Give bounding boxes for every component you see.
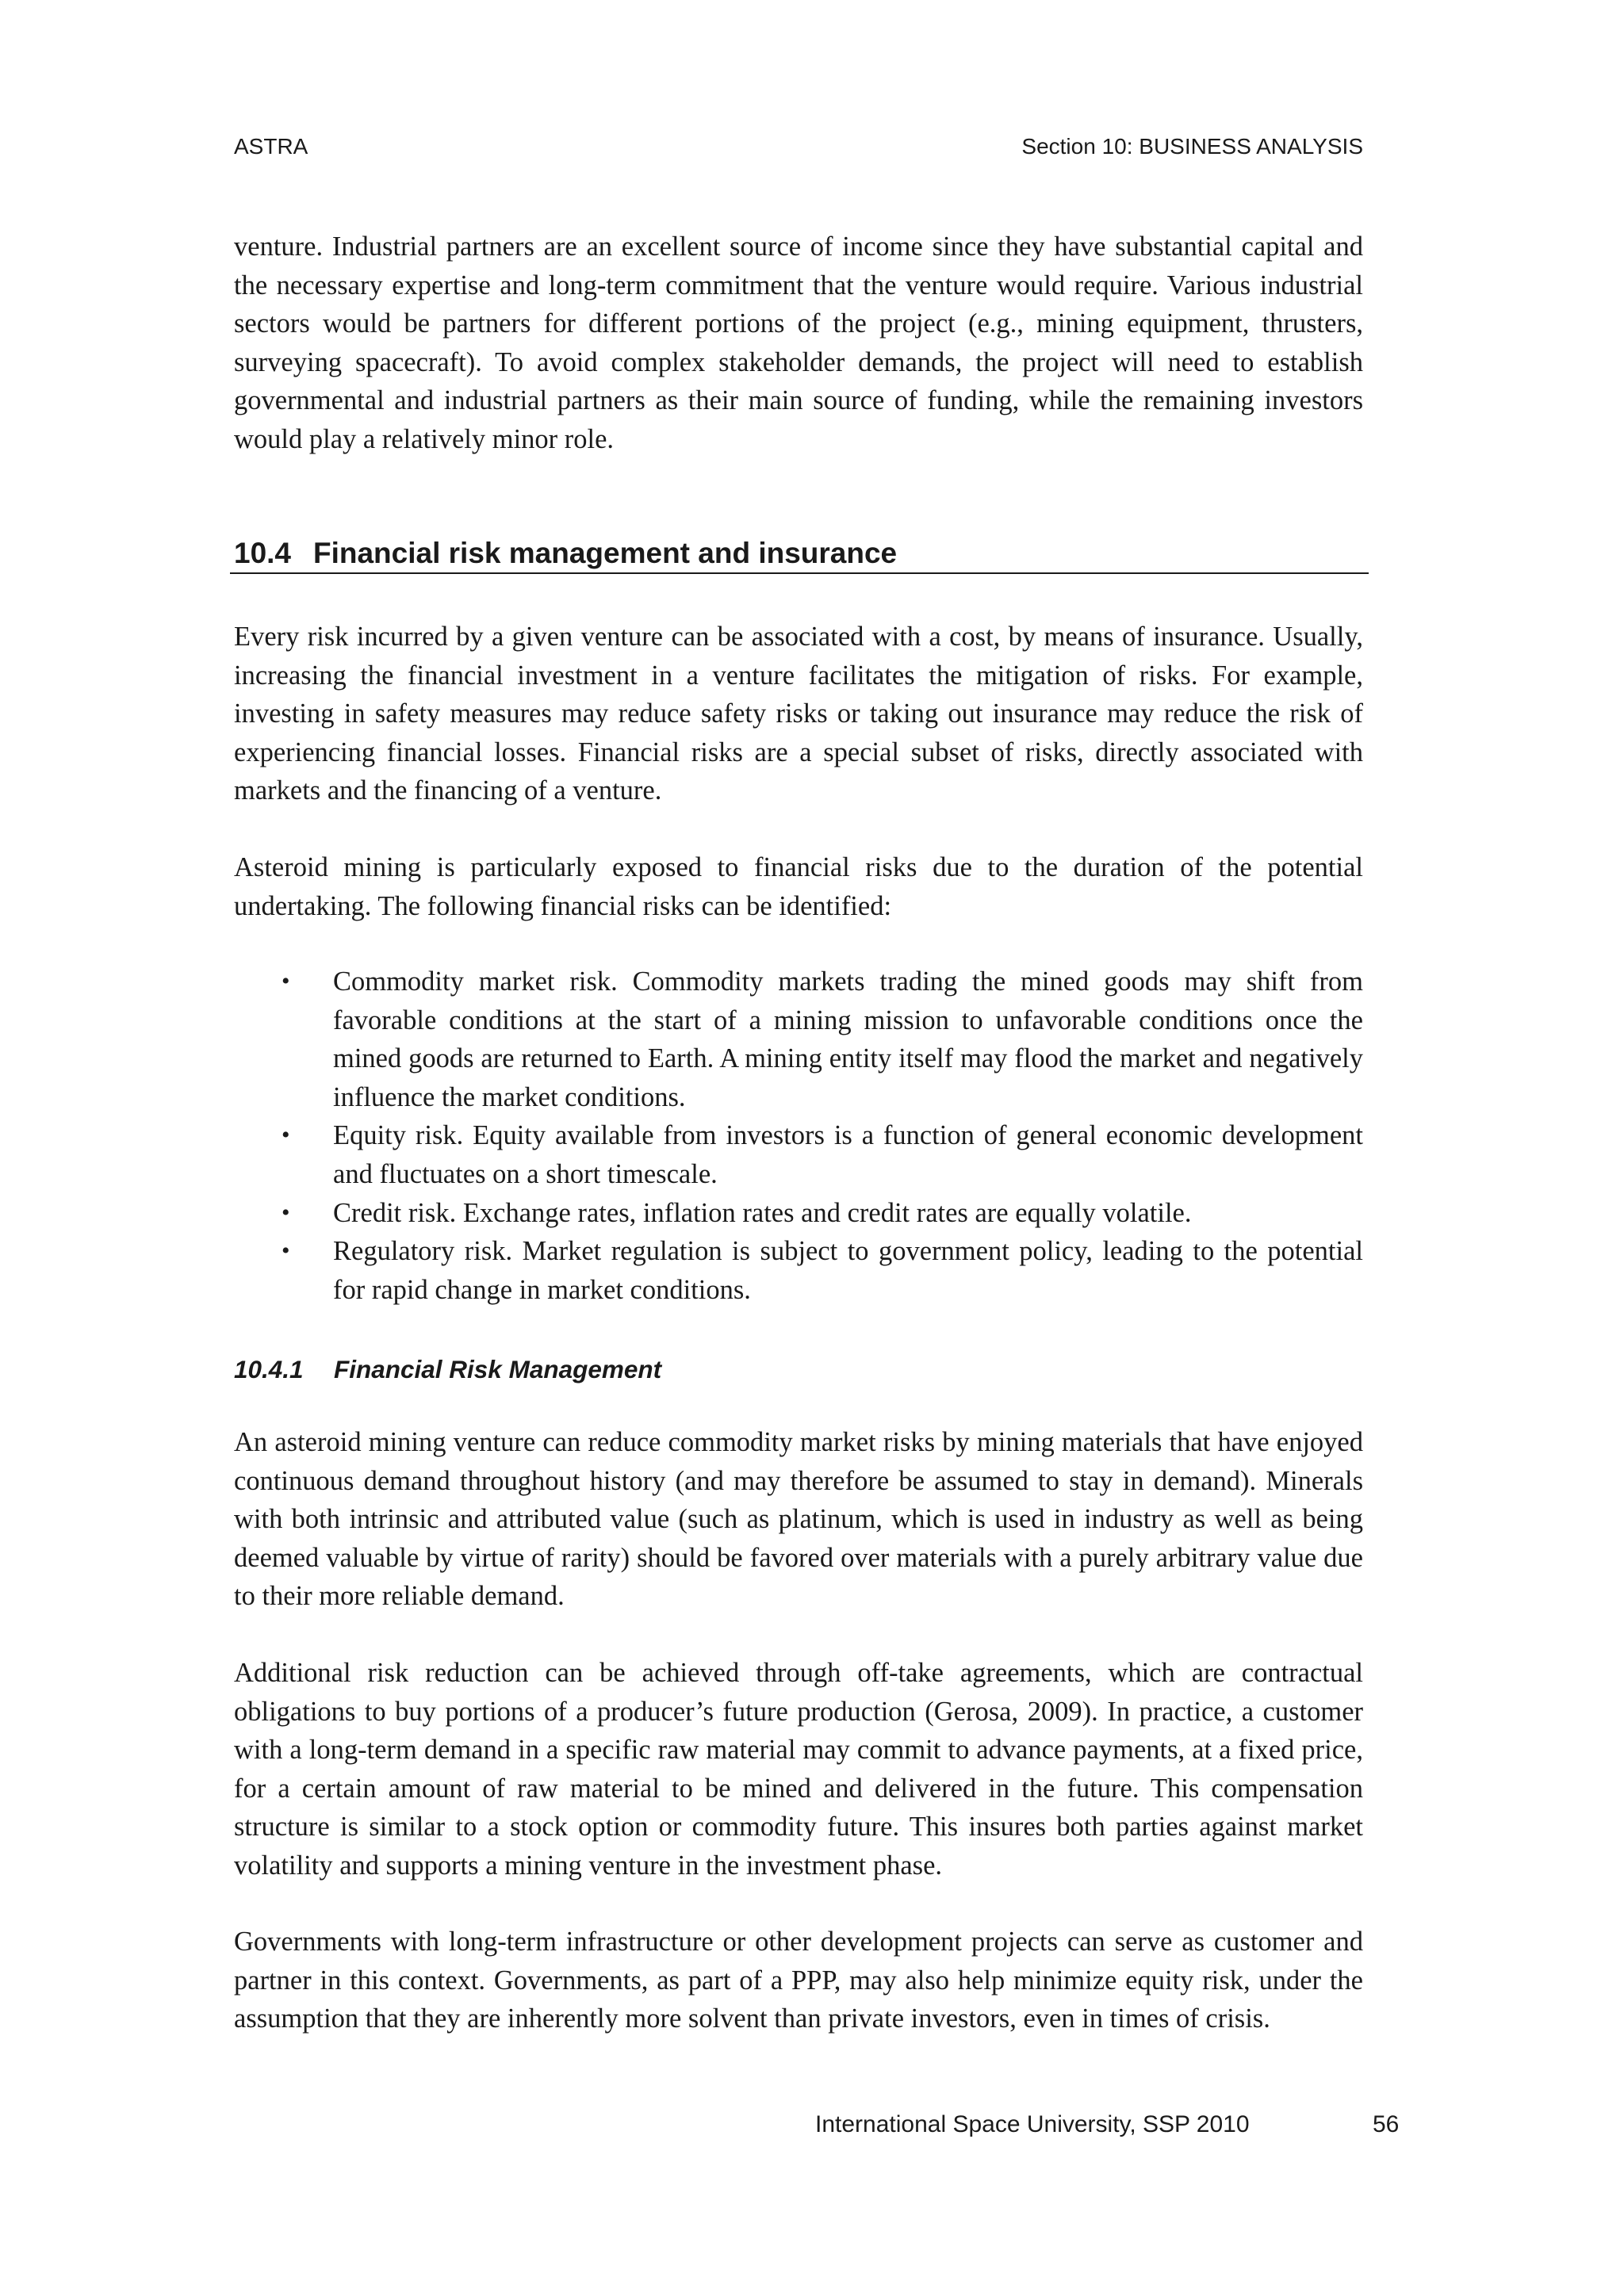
section-heading-rule	[230, 572, 1369, 574]
paragraph-risk-cost: Every risk incurred by a given venture can be associated with a cost, by means of insurance. Usually, increasing the financial investment in a venture facilitates the mitigation of risks. For example, investing in safety measures may reduce safety risks or taking out insurance may reduce the risk of experiencing financial losses. Financial risks are a special subset of risks, directly associated with markets and the financing of a venture.	[234, 622, 1363, 806]
header-document-title: ASTRA	[234, 134, 308, 159]
subsection-title: Financial Risk Management	[334, 1355, 662, 1383]
bullet-marker: •	[282, 968, 290, 994]
list-item	[234, 1116, 1363, 1193]
section-heading	[234, 534, 1368, 575]
bullet-marker: •	[282, 1238, 290, 1265]
paragraph-asteroid-exposure: Asteroid mining is particularly exposed to financial risks due to the duration of the potential undertaking. The following financial risks can be identified:	[234, 852, 1363, 921]
paragraph-continuation: venture. Industrial partners are an excellent source of income since they have substantial capital and the necessary expertise and long-term commitment that the venture would require. Various industrial sectors would be partners for different portions of the project (e.g., mining equipment, thrusters, surveying spacecraft). To avoid complex stakeholder demands, the project will need to establish governmental and industrial partners as their main source of funding, while the remaining investors would play a relatively minor role.	[234, 232, 1363, 454]
list-item	[234, 1194, 1363, 1233]
bullet-marker: •	[282, 1199, 290, 1226]
subsection-heading	[234, 1353, 661, 1385]
paragraph-offtake-agreements: Additional risk reduction can be achieved through off-take agreements, which are contractual obligations to buy portions of a producer’s future production (Gerosa, 2009). In practice, a customer with a long-term demand in a specific raw material may commit to advance payments, at a fixed price, for a certain amount of raw material to be mined and delivered in the future. This compensation structure is similar to a stock option or commodity future. This insures both parties against market volatility and supports a mining venture in the investment phase.	[234, 1658, 1363, 1881]
paragraph-governments: Governments with long-term infrastructure or other development projects can serve as customer and partner in this context. Governments, as part of a PPP, may also help minimize equity risk, under the assumption that they are inherently more solvent than private investors, even in times of crisis.	[234, 1927, 1363, 2034]
section-number: 10.4	[234, 537, 292, 569]
list-item-text: Equity risk. Equity available from investors is a function of general economic development and fluctuates on a short timescale.	[333, 1120, 1363, 1189]
page-number: 56	[1373, 2111, 1400, 2137]
subsection-number: 10.4.1	[234, 1355, 304, 1383]
paragraph-commodity-reduction: An asteroid mining venture can reduce commodity market risks by mining materials that have enjoyed continuous demand throughout history (and may therefore be assumed to stay in demand). Minerals with both intrinsic and attributed value (such as platinum, which is used in industry as well as being deemed valuable by virtue of rarity) should be favored over materials with a purely arbitrary value due to their more reliable demand.	[234, 1427, 1363, 1612]
header-section-label: Section 10: BUSINESS ANALYSIS	[1021, 134, 1363, 159]
footer-organization: International Space University, SSP 2010	[815, 2111, 1250, 2137]
list-item	[234, 962, 1363, 1116]
section-title: Financial risk management and insurance	[313, 537, 898, 569]
list-item-text: Credit risk. Exchange rates, inflation rates and credit rates are equally volatile.	[333, 1197, 1192, 1228]
financial-risks-list	[234, 962, 1363, 1309]
bullet-marker: •	[282, 1122, 290, 1149]
list-item	[234, 1232, 1363, 1309]
list-item-text: Commodity market risk. Commodity markets trading the mined goods may shift from favorable conditions at the start of a mining mission to unfavorable conditions once the mined goods are returned to Earth. A mining entity itself may flood the market and negatively influence the market conditions.	[333, 966, 1363, 1112]
list-item-text: Regulatory risk. Market regulation is subject to government policy, leading to the potential for rapid change in market conditions.	[333, 1236, 1363, 1305]
